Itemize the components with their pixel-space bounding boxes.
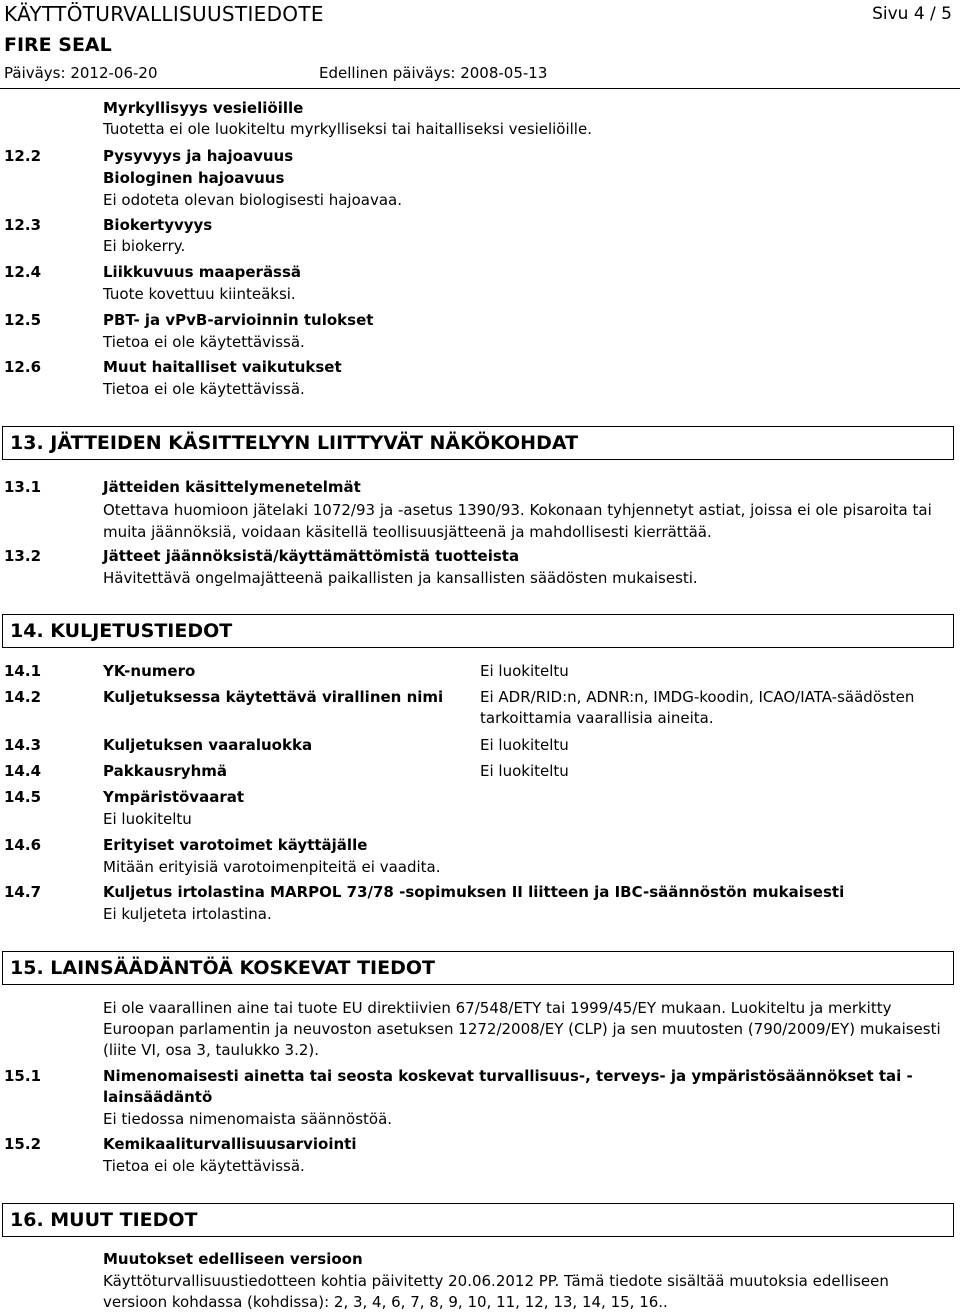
chemical-safety-text: Tietoa ei ole käytettävissä. (103, 1157, 305, 1175)
section-number: 14.7 (4, 883, 42, 901)
persistence-title: Pysyvyys ja hajoavuus (103, 147, 294, 165)
chemical-safety-title: Kemikaaliturvallisuusarviointi (103, 1135, 357, 1153)
shipping-name-title: Kuljetuksessa käytettävä virallinen nimi (103, 688, 444, 706)
bioaccumulation-title: Biokertyvyys (103, 216, 213, 234)
section-number: 14.3 (4, 736, 42, 754)
document-title: KÄYTTÖTURVALLISUUSTIEDOTE (4, 2, 324, 26)
other-effects-title: Muut haitalliset vaikutukset (103, 358, 342, 376)
section-number: 15.1 (4, 1067, 42, 1085)
regulatory-intro-3: (liite VI, osa 3, taulukko 3.2). (103, 1041, 319, 1059)
section-number: 14.2 (4, 688, 42, 706)
soil-mobility-title: Liikkuvuus maaperässä (103, 263, 302, 281)
section-number: 14.1 (4, 662, 42, 680)
section-number: 12.2 (4, 147, 42, 165)
section-16-heading: 16. MUUT TIEDOT (2, 1203, 954, 1237)
header-divider (0, 88, 960, 89)
section-number: 14.4 (4, 762, 42, 780)
specific-regulations-text: Ei tiedossa nimenomaista säännöstöä. (103, 1110, 393, 1128)
waste-methods-title: Jätteiden käsittelymenetelmät (103, 478, 361, 496)
specific-regulations-title-2: lainsäädäntö (103, 1088, 213, 1106)
regulatory-intro-2: Euroopan parlamentin ja neuvoston asetuksen 1272/2008/EY (CLP) ja sen muutosten (790/2009/EY) mukaisesti (103, 1020, 941, 1038)
aquatic-toxicity-text: Tuotetta ei ole luokiteltu myrkylliseksi tai haitalliseksi vesieliöille. (103, 120, 592, 138)
hazard-class-value: Ei luokiteltu (480, 736, 569, 754)
changes-text-2: versioon kohdassa (kohdissa): 2, 3, 4, 6, 7, 8, 9, 10, 11, 12, 13, 14, 15, 16.. (103, 1293, 668, 1311)
section-number: 15.2 (4, 1135, 42, 1153)
section-number: 12.3 (4, 216, 42, 234)
residue-waste-title: Jätteet jäännöksistä/käyttämättömistä tuotteista (103, 547, 520, 565)
environmental-hazards-text: Ei luokiteltu (103, 810, 192, 828)
pbt-title: PBT- ja vPvB-arvioinnin tulokset (103, 311, 374, 329)
previous-date: Edellinen päiväys: 2008-05-13 (319, 64, 548, 82)
waste-methods-text-2: muita jäännöksiä, voidaan käsitellä teollisuusjätteenä ja mahdollisesti kierrättää. (103, 523, 712, 541)
changes-text-1: Käyttöturvallisuustiedotteen kohtia päivitetty 20.06.2012 PP. Tämä tiedote sisältää muutoksia edelliseen (103, 1272, 889, 1290)
hazard-class-title: Kuljetuksen vaaraluokka (103, 736, 313, 754)
section-number: 14.5 (4, 788, 42, 806)
packing-group-value: Ei luokiteltu (480, 762, 569, 780)
section-number: 12.5 (4, 311, 42, 329)
biodegradability-text: Ei odoteta olevan biologisesti hajoavaa. (103, 191, 402, 209)
soil-mobility-text: Tuote kovettuu kiinteäksi. (103, 285, 296, 303)
specific-regulations-title-1: Nimenomaisesti ainetta tai seosta koskevat turvallisuus-, terveys- ja ympäristösäännökset tai - (103, 1067, 913, 1085)
user-precautions-title: Erityiset varotoimet käyttäjälle (103, 836, 368, 854)
pbt-text: Tietoa ei ole käytettävissä. (103, 333, 305, 351)
waste-methods-text-1: Otettava huomioon jätelaki 1072/93 ja -asetus 1390/93. Kokonaan tyhjennetyt astiat, joissa ei ole pisaroita tai (103, 501, 932, 519)
section-number: 13.1 (4, 478, 42, 496)
aquatic-toxicity-title: Myrkyllisyys vesieliöille (103, 99, 304, 117)
packing-group-title: Pakkausryhmä (103, 762, 227, 780)
other-effects-text: Tietoa ei ole käytettävissä. (103, 380, 305, 398)
product-name: FIRE SEAL (4, 34, 112, 56)
revision-date: Päiväys: 2012-06-20 (4, 64, 158, 82)
section-number: 13.2 (4, 547, 42, 565)
bulk-transport-text: Ei kuljeteta irtolastina. (103, 905, 272, 923)
shipping-name-value-2: tarkoittamia vaarallisia aineita. (480, 709, 714, 727)
section-14-heading: 14. KULJETUSTIEDOT (2, 614, 954, 648)
section-15-heading: 15. LAINSÄÄDÄNTÖÄ KOSKEVAT TIEDOT (2, 951, 954, 985)
section-number: 14.6 (4, 836, 42, 854)
un-number-value: Ei luokiteltu (480, 662, 569, 680)
regulatory-intro-1: Ei ole vaarallinen aine tai tuote EU direktiivien 67/548/ETY tai 1999/45/EY mukaan. Luokiteltu ja merkitty (103, 999, 892, 1017)
user-precautions-text: Mitään erityisiä varotoimenpiteitä ei vaadita. (103, 858, 441, 876)
bioaccumulation-text: Ei biokerry. (103, 237, 186, 255)
residue-waste-text: Hävitettävä ongelmajätteenä paikallisten ja kansallisten säädösten mukaisesti. (103, 569, 698, 587)
biodegradability-subtitle: Biologinen hajoavuus (103, 169, 285, 187)
page-number: Sivu 4 / 5 (872, 4, 952, 24)
environmental-hazards-title: Ympäristövaarat (103, 788, 245, 806)
bulk-transport-title: Kuljetus irtolastina MARPOL 73/78 -sopimuksen II liitteen ja IBC-säännöstön mukaisesti (103, 883, 845, 901)
shipping-name-value-1: Ei ADR/RID:n, ADNR:n, IMDG-koodin, ICAO/IATA-säädösten (480, 688, 915, 706)
section-number: 12.6 (4, 358, 42, 376)
section-number: 12.4 (4, 263, 42, 281)
un-number-title: YK-numero (103, 662, 196, 680)
changes-title: Muutokset edelliseen versioon (103, 1250, 363, 1268)
section-13-heading: 13. JÄTTEIDEN KÄSITTELYYN LIITTYVÄT NÄKÖKOHDAT (2, 426, 954, 460)
